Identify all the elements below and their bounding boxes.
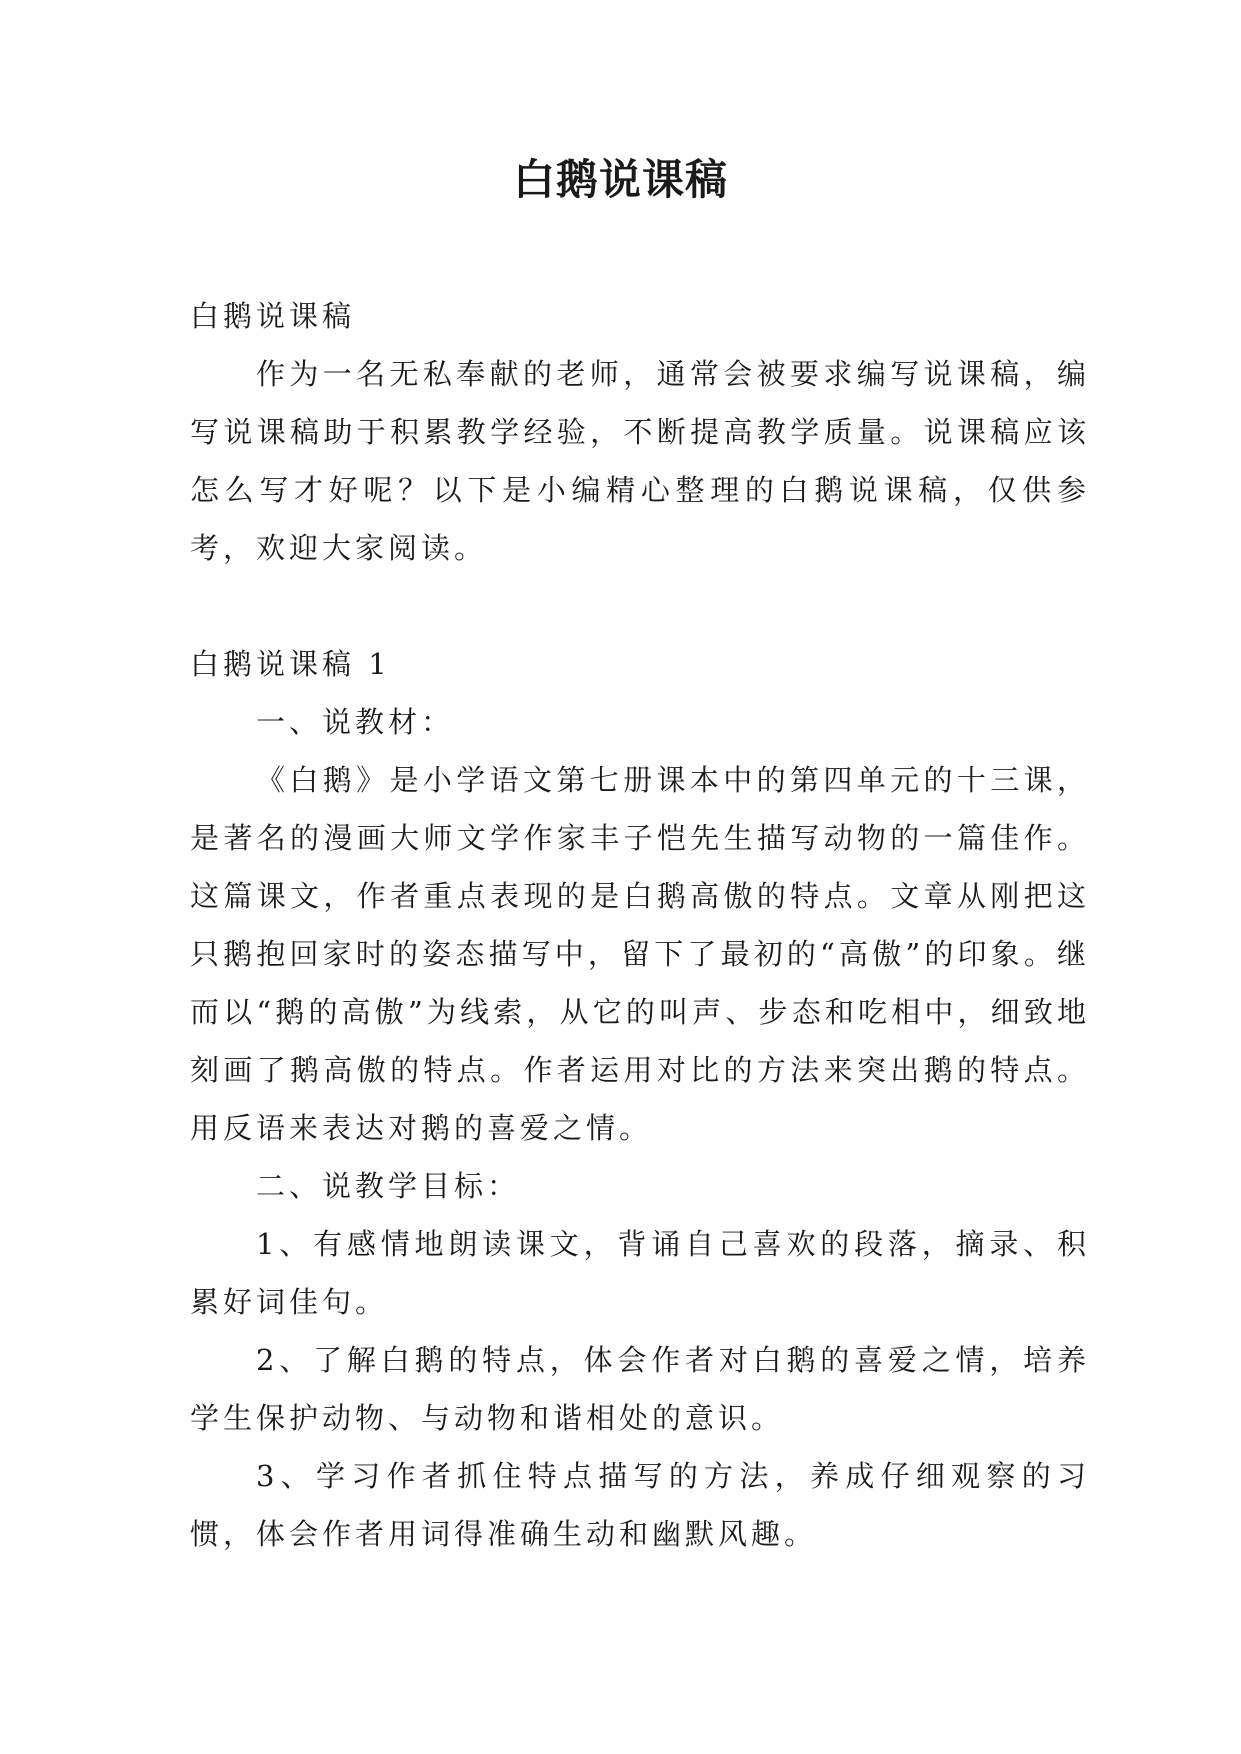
part-heading-textbook: 一、说教材： (256, 705, 455, 739)
intro-paragraph: 作为一名无私奉献的老师，通常会被要求编写说课稿，编写说课稿助于积累教学经验，不断提高教学质量。说课稿应该怎么写才好呢？以下是小编精心整理的白鹅说课稿，仅供参考，欢迎大家阅读。 (190, 357, 1090, 565)
section-heading: 白鹅说课稿 1 (190, 647, 391, 681)
paragraph-gap (190, 577, 1090, 635)
part-heading-goals: 二、说教学目标： (256, 1169, 521, 1203)
goal-item: 1、有感情地朗读课文，背诵自己喜欢的段落，摘录、积累好词佳句。 (190, 1227, 1090, 1319)
document-title: 白鹅说课稿 (512, 155, 728, 204)
document-body (190, 287, 1090, 1563)
textbook-paragraph: 《白鹅》是小学语文第七册课本中的第四单元的十三课，是著名的漫画大师文学作家丰子恺先生描写动物的一篇佳作。这篇课文，作者重点表现的是白鹅高傲的特点。文章从刚把这只鹅抱回家时的姿态描写中，留下了最初的“高傲”的印象。继而以“鹅的高傲”为线索，从它的叫声、步态和吃相中，细致地刻画了鹅高傲的特点。作者运用对比的方法来突出鹅的特点。用反语来表达对鹅的喜爱之情。 (190, 763, 1090, 1145)
subtitle: 白鹅说课稿 (190, 299, 356, 333)
goal-item: 2、了解白鹅的特点，体会作者对白鹅的喜爱之情，培养学生保护动物、与动物和谐相处的意识。 (190, 1343, 1090, 1435)
goal-item: 3、学习作者抓住特点描写的方法，养成仔细观察的习惯，体会作者用词得准确生动和幽默风趣。 (190, 1459, 1090, 1551)
